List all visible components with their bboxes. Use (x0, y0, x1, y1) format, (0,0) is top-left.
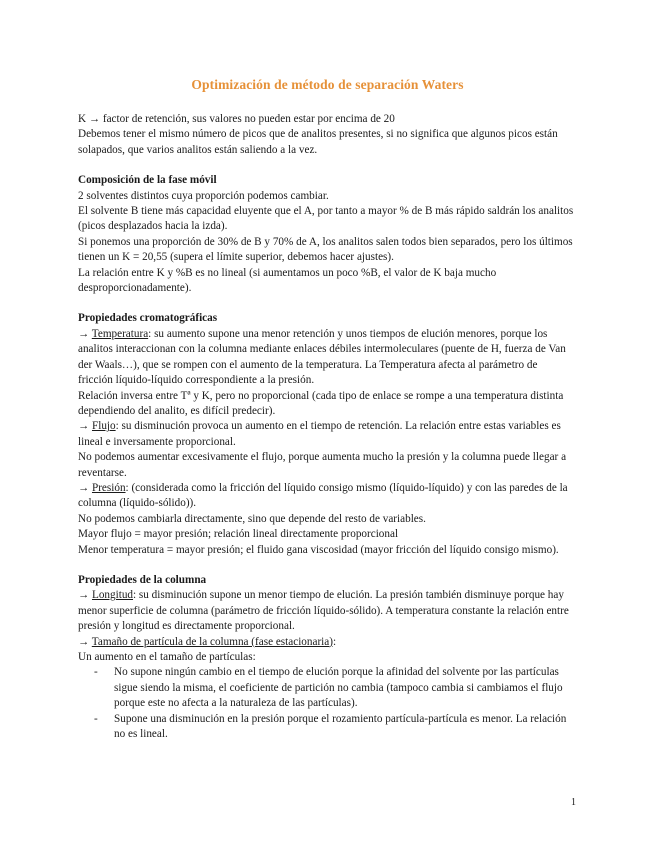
paragraph: Mayor flujo = mayor presión; relación lineal directamente proporcional (78, 528, 399, 541)
paragraph: Un aumento en el tamaño de partículas: (78, 651, 256, 663)
paragraph: 2 solventes distintos cuya proporción podemos cambiar. (78, 189, 329, 202)
paragraph: No podemos aumentar excesivamente el flujo, porque aumenta mucho la presión y la columna puede llegar a reventarse. (78, 451, 567, 479)
paragraph: El solvente B tiene más capacidad eluyente que el A, por tanto a mayor % de B más rápido saldrán los analitos (picos desplazados hacia la izda). (78, 205, 574, 233)
arrow-glyph: → (78, 327, 92, 340)
arrow-glyph: → (78, 635, 92, 648)
paragraph-text: : su disminución provoca un aumento en el tiempo de retención. La relación entre estas variables es lineal e inversamente proporcional. (78, 420, 561, 448)
document-body (78, 112, 574, 742)
paragraph-text: : (332, 635, 337, 648)
term-flujo: Flujo (91, 420, 116, 433)
term-temperatura: Temperatura (91, 327, 149, 340)
arrow-glyph: → (78, 589, 92, 602)
paragraph: Si ponemos una proporción de 30% de B y 70% de A, los analitos salen todos bien separados, pero los últimos tienen un K = 20,55 (supera el límite superior, debemos hacer ajustes). (78, 235, 573, 264)
term-longitud: Longitud (91, 589, 134, 602)
page-number: 1 (571, 797, 576, 808)
paragraph-temperatura (78, 327, 574, 389)
document-title: Optimización de método de separación Waters (191, 77, 464, 92)
paragraph-text: : su aumento supone una menor retención y unos tiempos de elución menores, porque los analitos interaccionan con la columna mediante enlaces débiles intermoleculares (puente de H, fuerza de Van der Waals…), que se rompen con el aumento de la temperatura. La Temperatura afecta al parámetro de fricción líquido-líquido correspondiente a la presión. (78, 327, 566, 387)
term-tamano-particula: Tamaño de partícula de la columna (fase estacionaria) (91, 635, 333, 648)
term-presion: Presión (91, 481, 126, 494)
paragraph-longitud (78, 588, 574, 634)
bullet-list (78, 665, 574, 742)
paragraph-text: : (considerada como la fricción del líquido consigo mismo (líquido-líquido) y con las paredes de la columna (líquido-sólido)). (78, 481, 568, 510)
paragraph: No podemos cambiarla directamente, sino que depende del resto de variables. (78, 512, 426, 525)
paragraph-presion (78, 481, 574, 512)
list-item: - No supone ningún cambio en el tiempo de elución porque la afinidad del solvente por las partículas sigue siendo la misma, el coeficiente de partición no cambia (tampoco cambia si cambiamos el flujo porque este no afecta a la naturaleza de las partículas). (114, 665, 574, 711)
arrow-glyph: → (78, 481, 92, 494)
paragraph-text: : su disminución supone un menor tiempo de elución. La presión también disminuye porque hay menor superficie de columna (parámetro de fricción líquido-sólido). A temperatura constante la relación entre presión y longitud es directamente proporcional. (78, 589, 569, 633)
paragraph: Menor temperatura = mayor presión; el fluido gana viscosidad (mayor fricción del líquido consigo mismo). (78, 543, 559, 556)
paragraph-tamano (78, 635, 574, 650)
paragraph-flujo (78, 419, 574, 450)
section-heading-columna: Propiedades de la columna (78, 573, 207, 586)
intro-line: Debemos tener el mismo número de picos que de analitos presentes, si no significa que algunos picos están solapados, que varios analitos están saliendo a la vez. (78, 128, 558, 156)
paragraph: La relación entre K y %B es no lineal (si aumentamos un poco %B, el valor de K baja mucho desproporcionadamente). (78, 266, 497, 295)
intro-line: K → factor de retención, sus valores no pueden estar por encima de 20 (78, 113, 395, 125)
section-heading-cromatograficas: Propiedades cromatográficas (78, 312, 218, 325)
arrow-glyph: → (78, 420, 92, 433)
list-item: - Supone una disminución en la presión porque el rozamiento partícula-partícula es menor. La relación no es lineal. (114, 712, 574, 743)
paragraph: Relación inversa entre Tª y K, pero no proporcional (cada tipo de enlace se rompe a una temperatura distinta dependiendo del analito, es difícil predecir). (78, 389, 564, 417)
section-heading-fase-movil: Composición de la fase móvil (78, 174, 217, 187)
